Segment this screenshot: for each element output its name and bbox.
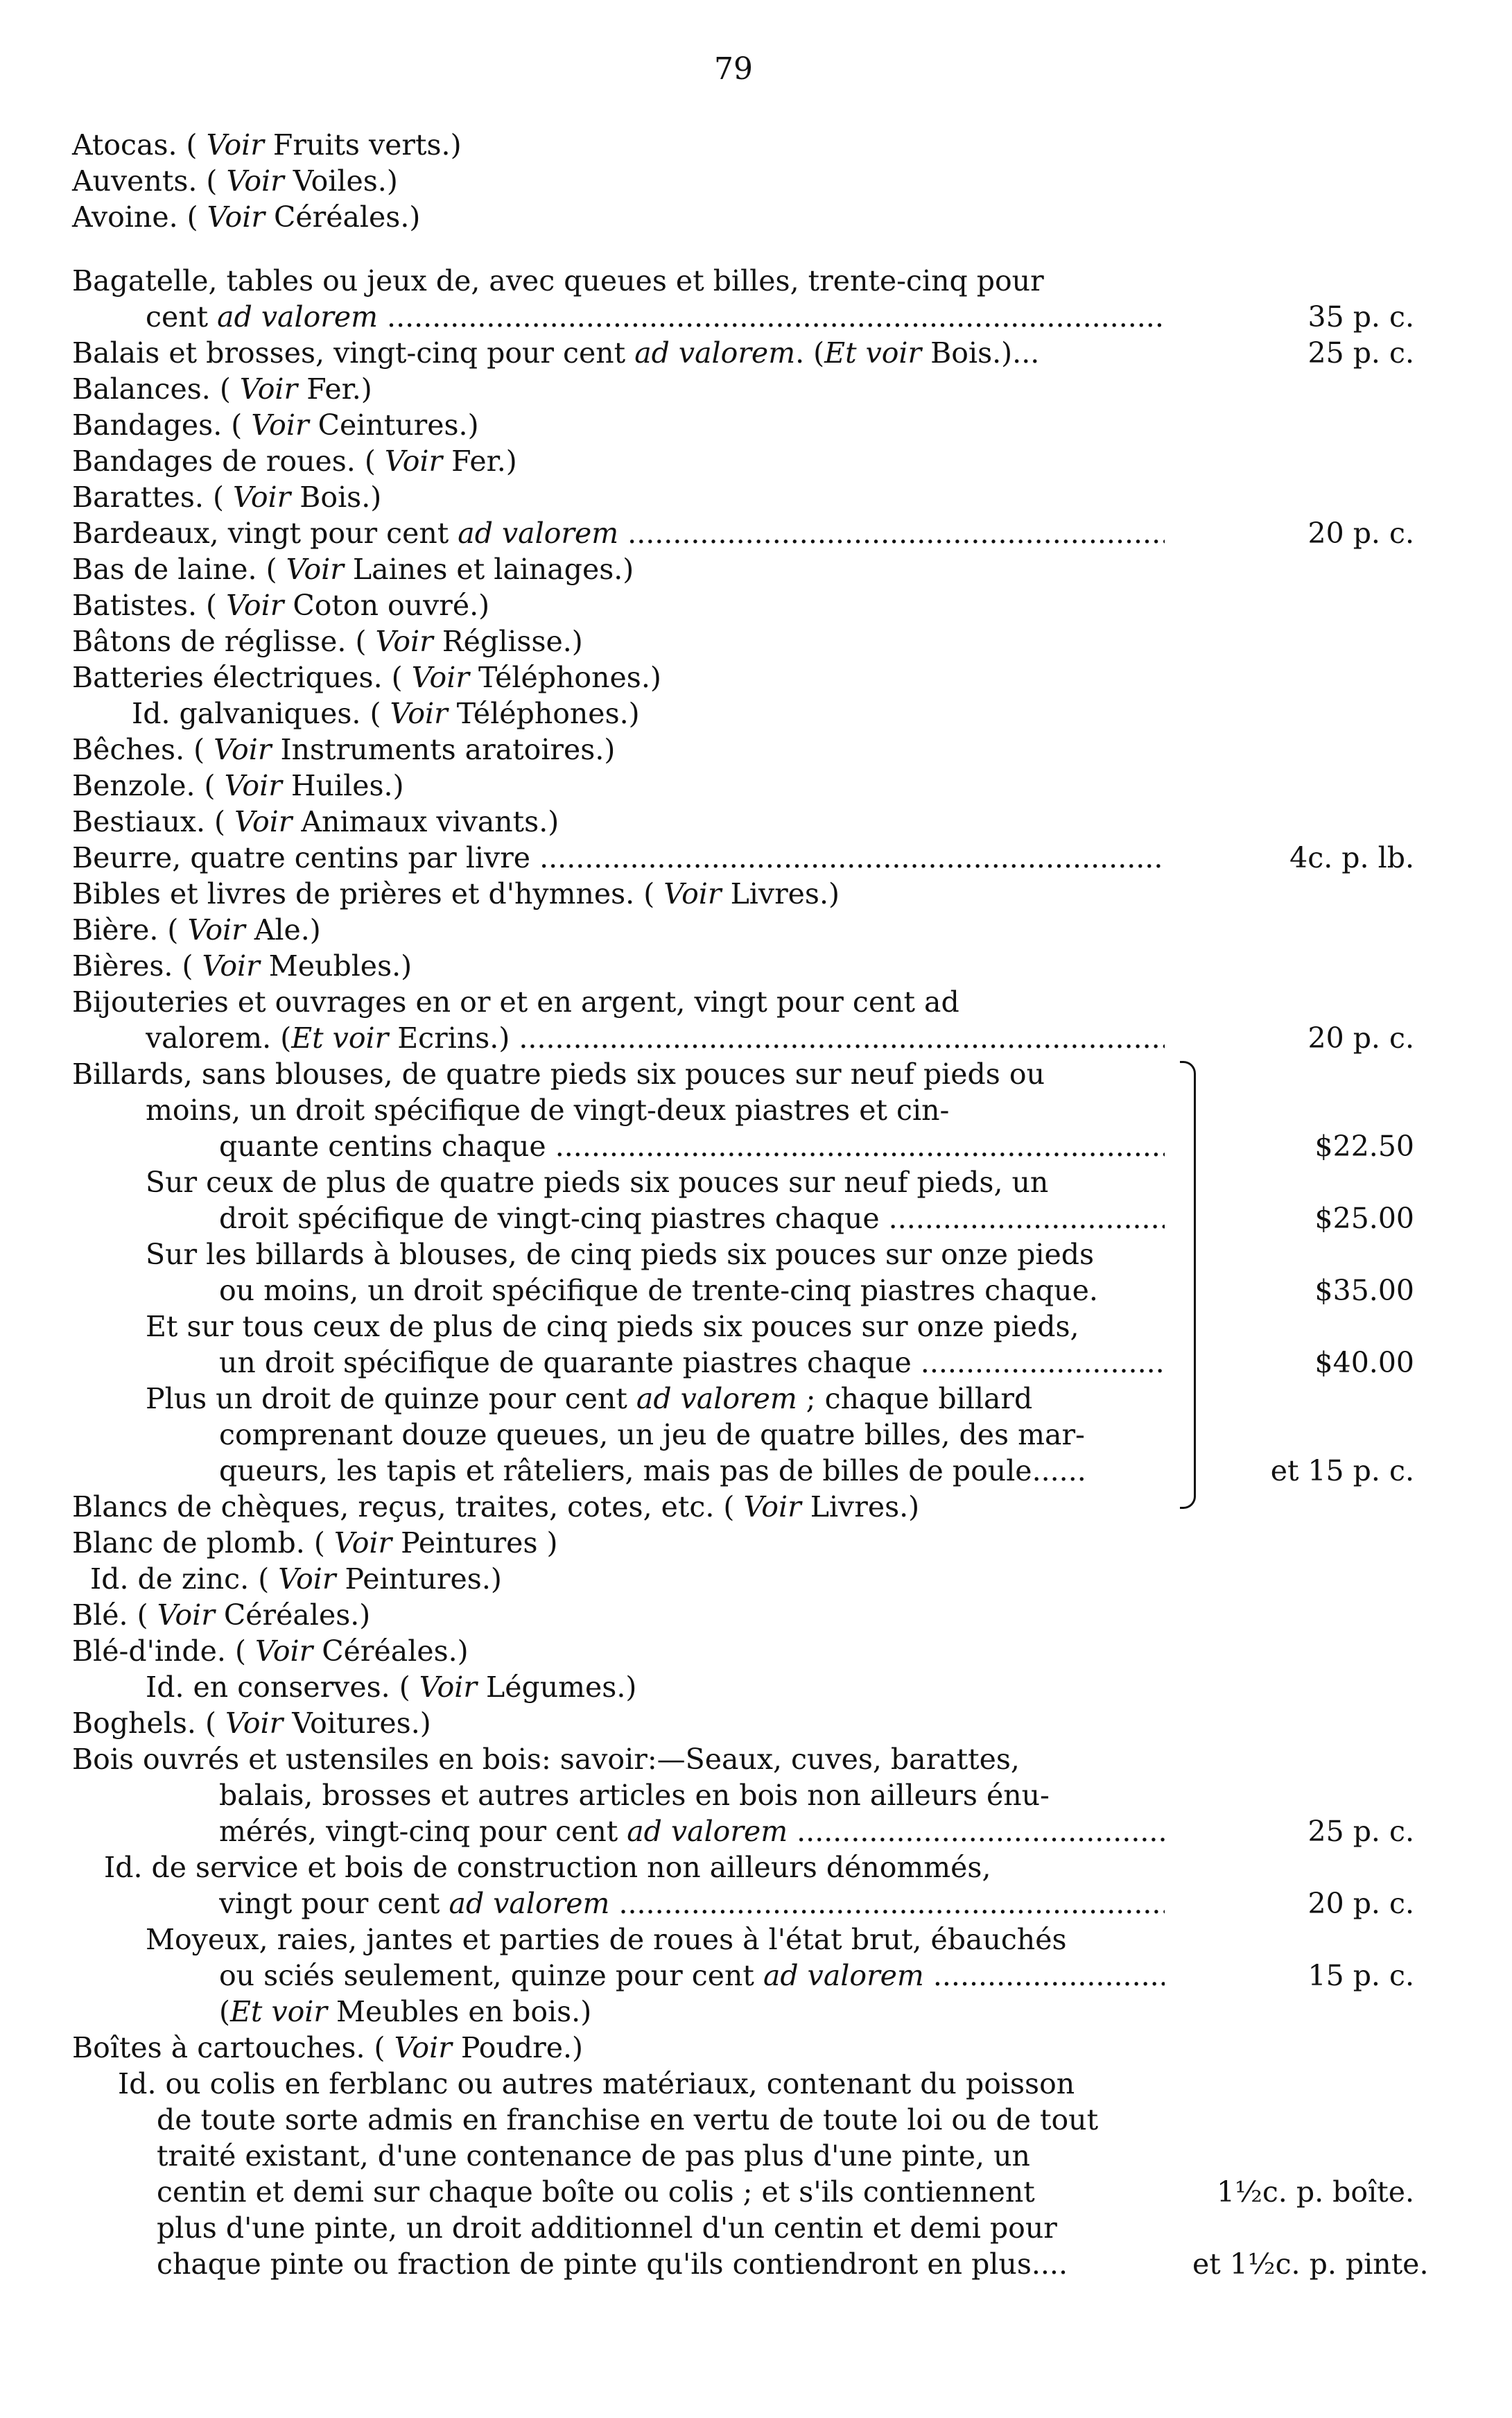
entry-line: plus d'une pinte, un droit additionnel d'un centin et demi pour [157,2211,1057,2245]
entry-line: Blancs de chèques, reçus, traites, cotes, etc. ( Voir Livres.) [72,1490,920,1523]
entry-line: Bestiaux. ( Voir Animaux vivants.) [72,805,559,838]
entry-line: Id. de zinc. ( Voir Peintures.) [90,1562,502,1596]
entry-line: Avoine. ( Voir Céréales.) [72,200,421,234]
entry-line: Boghels. ( Voir Voitures.) [72,1707,431,1740]
entry-line: Bijouteries et ouvrages en or et en argent, vingt pour cent ad [72,985,959,1019]
entry-line: Beurre, quatre centins par livre ..... [72,840,1165,875]
entry-line: Id. ou colis en ferblanc ou autres matériaux, contenant du poisson [118,2067,1075,2100]
entry-line: ou moins, un droit spécifique de trente-cinq piastres chaque. [219,1274,1098,1307]
duty-value: 25 p. c. [1307,336,1414,370]
entry-line: Bardeaux, vingt pour cent ad valorem ..... [72,516,1165,551]
duty-value: 20 p. c. [1307,1887,1414,1920]
entry-line: Batteries électriques. ( Voir Téléphones.) [72,661,661,694]
duty-value: et 1½c. p. pinte. [1192,2247,1429,2281]
entry-line: Blé-d'inde. ( Voir Céréales.) [72,1634,469,1668]
entry-line: Bas de laine. ( Voir Laines et lainages.) [72,553,634,586]
entry-line: valorem. (Et voir Ecrins.) ..... [146,1021,1165,1055]
entry-line: Billards, sans blouses, de quatre pieds six pouces sur neuf pieds ou [72,1057,1045,1091]
entry-line: Boîtes à cartouches. ( Voir Poudre.) [72,2031,583,2064]
duty-value: 20 p. c. [1307,1021,1414,1055]
entry-line: Sur les billards à blouses, de cinq pieds six pouces sur onze pieds [146,1238,1095,1271]
entry-line: Bibles et livres de prières et d'hymnes. ( Voir Livres.) [72,877,840,910]
entry-line: chaque pinte ou fraction de pinte qu'ils contiendront en plus.... [157,2247,1068,2281]
duty-value: 15 p. c. [1307,1959,1414,1992]
duty-value: $22.50 [1314,1130,1414,1163]
entry-line: Et sur tous ceux de plus de cinq pieds six pouces sur onze pieds, [146,1310,1079,1343]
entry-line: Blé. ( Voir Céréales.) [72,1598,371,1632]
entry-line: mérés, vingt-cinq pour cent ad valorem ..... [219,1814,1165,1849]
entry-line: ou sciés seulement, quinze pour cent ad valorem ..... [219,1958,1165,1993]
entry-line: moins, un droit spécifique de vingt-deux piastres et cin- [146,1094,950,1127]
entry-line: un droit spécifique de quarante piastres chaque ..... [219,1345,1165,1380]
entry-line: Auvents. ( Voir Voiles.) [72,164,398,198]
entry-line: Bières. ( Voir Meubles.) [72,949,412,983]
entry-line: comprenant douze queues, un jeu de quatre billes, des mar- [219,1418,1085,1451]
duty-value: 1½c. p. boîte. [1217,2175,1414,2209]
duty-value: et 15 p. c. [1270,1454,1414,1487]
duty-value: 35 p. c. [1307,300,1414,334]
entry-line: Bois ouvrés et ustensiles en bois: savoir:—Seaux, cuves, barattes, [72,1743,1020,1776]
entry-line: Id. galvaniques. ( Voir Téléphones.) [132,697,640,730]
entry-line: traité existant, d'une contenance de pas plus d'une pinte, un [157,2139,1030,2173]
duty-value: $25.00 [1314,1202,1414,1235]
entry-line: centin et demi sur chaque boîte ou colis ; et s'ils contiennent [157,2175,1035,2209]
entry-line: Barattes. ( Voir Bois.) [72,481,382,514]
entry-line: Benzole. ( Voir Huiles.) [72,769,404,802]
entry-line: Id. de service et bois de construction non ailleurs dénommés, [104,1851,991,1884]
entry-line: (Et voir Meubles en bois.) [219,1995,592,2028]
entry-line: Sur ceux de plus de quatre pieds six pouces sur neuf pieds, un [146,1166,1049,1199]
entry-line: vingt pour cent ad valorem ..... [219,1886,1165,1921]
entry-line: cent ad valorem ..... [146,300,1165,334]
entry-line: Balais et brosses, vingt-cinq pour cent ad valorem. (Et voir Bois.)... [72,336,1040,370]
entry-line: Blanc de plomb. ( Voir Peintures ) [72,1526,558,1560]
entry-line: queurs, les tapis et râteliers, mais pas de billes de poule...... [219,1454,1086,1487]
entry-line: Balances. ( Voir Fer.) [72,372,372,406]
duty-value: 25 p. c. [1307,1815,1414,1848]
entry-line: Plus un droit de quinze pour cent ad valorem ; chaque billard [146,1382,1033,1415]
entry-line: Batistes. ( Voir Coton ouvré.) [72,589,490,622]
duty-value: $35.00 [1314,1274,1414,1307]
duty-value: 4c. p. lb. [1289,841,1414,874]
entry-line: balais, brosses et autres articles en bois non ailleurs énu- [219,1779,1050,1812]
entry-line: quante centins chaque ..... [219,1129,1165,1164]
entry-line: Id. en conserves. ( Voir Légumes.) [146,1670,637,1704]
page-number: 79 [714,51,753,87]
entry-line: de toute sorte admis en franchise en vertu de toute loi ou de tout [157,2103,1099,2136]
entry-line: Bière. ( Voir Ale.) [72,913,321,947]
duty-value: 20 p. c. [1307,517,1414,550]
billards-brace [1180,1061,1196,1509]
entry-line: Bagatelle, tables ou jeux de, avec queues et billes, trente-cinq pour [72,264,1044,297]
duty-value: $40.00 [1314,1346,1414,1379]
entry-line: Bêches. ( Voir Instruments aratoires.) [72,733,616,766]
entry-line: droit spécifique de vingt-cinq piastres chaque ..... [219,1201,1165,1236]
entry-line: Bâtons de réglisse. ( Voir Réglisse.) [72,625,583,658]
entry-line: Bandages de roues. ( Voir Fer.) [72,444,517,478]
entry-line: Bandages. ( Voir Ceintures.) [72,408,479,442]
entry-line: Moyeux, raies, jantes et parties de roues à l'état brut, ébauchés [146,1923,1067,1956]
entry-line: Atocas. ( Voir Fruits verts.) [72,128,462,162]
